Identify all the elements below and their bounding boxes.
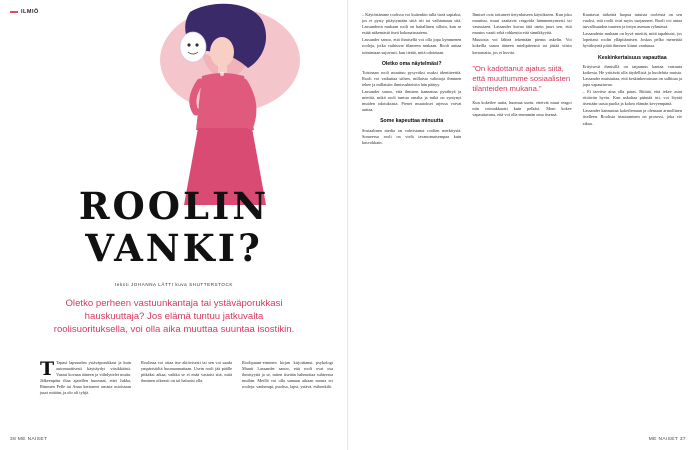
pull-quote: ”On kadottanut ajatus siitä, että muuttumme sosiaalisten tilanteiden mukana.” [472,63,571,93]
body-paragraph: Lassanderin mukaan on hyvä miettiä, mitä tapahtuisi, jos lopettaisi roolin ylläpitämisen. Joskus pelko menettää hyväksyntä pitää ihmisen kiinni vanhassa. [582,31,682,49]
section-label-text: ILMIÖ [21,9,39,15]
headline-line-2: VANKI? [85,226,263,270]
article-lede: Oletko perheen vastuunkantaja tai ystäväporukkasi hauskuuttaja? Jos elämä tuntuu jatkuvalta roolisuorituksella, voi olla aika muuttaa suuntaa isostikin. [53,298,295,335]
article-headline [0,185,348,269]
body-paragraph: Sosiaalinen media on vahvistanut roolien merkitystä. Someessa rooli on vielä tavanomaisempaa kuin kasvokkain. [362,127,462,145]
body-text: Roolinsa voi ottaa itse aktiivisesti tai sen voi saada ympäristöltä huomaamattaan. Usein rooli jää päälle pitkäksi aikaa, vaikka se ei enää vastaisi sitä, mitä ihminen oikeasti on tai haluaisi olla. [141,360,232,384]
section-bar [10,11,18,13]
body-paragraph: Toisinaan rooli muuttuu pysyväksi osaksi identiteettiä. Rooli voi vaikuttaa siihen, millaisia valintoja ihminen tekee ja millaisiin ihmissuhteisiin hän päätyy. [362,69,462,87]
body-paragraph: Lassander sanoo, että ihmisen kannattaa pysähtyä ja miettiä, mikä rooli tuntuu omalta ja mikä on syntynyt muiden odotuksista. Pienet muutokset arjessa voivat auttaa. [362,89,462,113]
body-paragraph: Ihmiset ovat tottuneet tietynlaiseen käytökseen. Kun joku muuttuu, muut saattavat reagoida hämmentyneesti tai vastustaen. Lassander kuvaa tätä usein juuri sen, että muutos vaatii sekä rohkeutta että sinnikkyyttä. [472,12,572,36]
body-paragraph: – Käytöstämme roolissa voi kuitenkin tulla itseä sapiaksi, jos ei pysty pitäytymään siitä irti tai vaihtamaan sitä. Lassanderin mukaan rooli on haitallinen silloin, kun se estää näkemästä itseä kokonaisuutena. [362,12,462,36]
page-footer-right: ME NAISET 37 [648,437,686,442]
byline-credits: teksti JOHANNA LÄTTI kuva SHUTTERSTOCK [115,282,233,287]
body-paragraph: Kauttavat tärkeätä luopua tutuista rooleista on sen vuoksi, että roolit ovat myös suojanneet. Rooli voi antaa turvallisuuden tunteen ja tietyn aseman ryhmässä. [582,12,682,30]
subheading: Oletko oma näytelmäsi? [381,60,442,67]
body-column [141,360,232,397]
body-paragraph: Kun kokeilee uutta, huomaa usein, etteivät muut reagoi niin voimakkaasti kuin pelkäsi. Moni kokee vapauttavana, että voi olla enemmän oma itsensä. [472,99,572,117]
section-label [10,9,39,15]
right-page [348,0,696,450]
woman-mask-illustration [0,0,348,205]
left-body-columns [40,360,333,397]
page-footer-left: 38 ME NAISET [10,437,48,442]
right-body-columns [362,12,682,428]
body-paragraph: Erityisesti ihmisillä on taipumus kantaa vastuuta kaikesta. He yrittävät olla täydellisiä ja huolehtia muista. Lassander muistuttaa, että keskinkertaisuus on sallittua ja jopa vapauttavaa. [582,63,682,87]
body-text: Roolipuuni-eiminen kirjan kirjoittanut psykologi Maarit Lassander sanoo, että rooli ovat osa ihmisyyttä ja se, miten itseään hahmottaa suhteessa muihin. Meillä voi olla samaan aikaan monia eri rooleja: vanhempi, puoliso, lapsi, ystävä, esihenkilö. [242,360,333,390]
subheading: Some kapeuttaa minuutta [380,118,444,125]
body-column [472,12,571,428]
body-paragraph: – Ei tarvitse aina olla paras. Riittää, että tekee asiat riittävän hyvin. Kun uskaltaa päästää irti, voi löytää itsestään uusia puolia ja kokea elämän kevyempänä. [582,89,682,107]
body-paragraph: Lassander sanoo, että ihmisellä voi olla jopa kymmenen rooleja, jotka vaihtuvat tilanteen mukaan. Rooli auttaa toimimaan sujuvasti, kun tietää, mitä odotetaan. [362,37,462,55]
body-column [583,12,682,428]
body-text: Tapasi lapsuuden ystäväporukkasi ja kuin automaattisesti käyttäydyt vitsikkäästi. Vaarat kovaan ääneen ja viihdyttelet muita. Jälkeenpäin iltaa ajatellen huomaat, ettei Jukka, Rimmen Pelle tai Anna kertoneet omista asioistaan juuri mitään, ja olo oli tyhjä. [40,360,131,396]
subheading: Keskinkertaisuus vapauttaa [598,54,667,61]
headline-line-1: ROOLIN [78,184,270,228]
body-paragraph: Muutosta voi lähteä tekemään pienin askelin. Voi kokeilla sanoa ääneen mielipiteensä tai jättää vitsin kertomatta, jos ei huvita. [472,37,572,55]
body-column [242,360,333,397]
body-column [40,360,131,397]
body-column [362,12,461,428]
body-paragraph: Lassander kannustaa kokeilemaan ja olemaan armollinen itselleen. Roolista irtautuminen on prosessi, joka vie aikaa. [582,108,682,126]
drop-cap: T [40,358,55,380]
